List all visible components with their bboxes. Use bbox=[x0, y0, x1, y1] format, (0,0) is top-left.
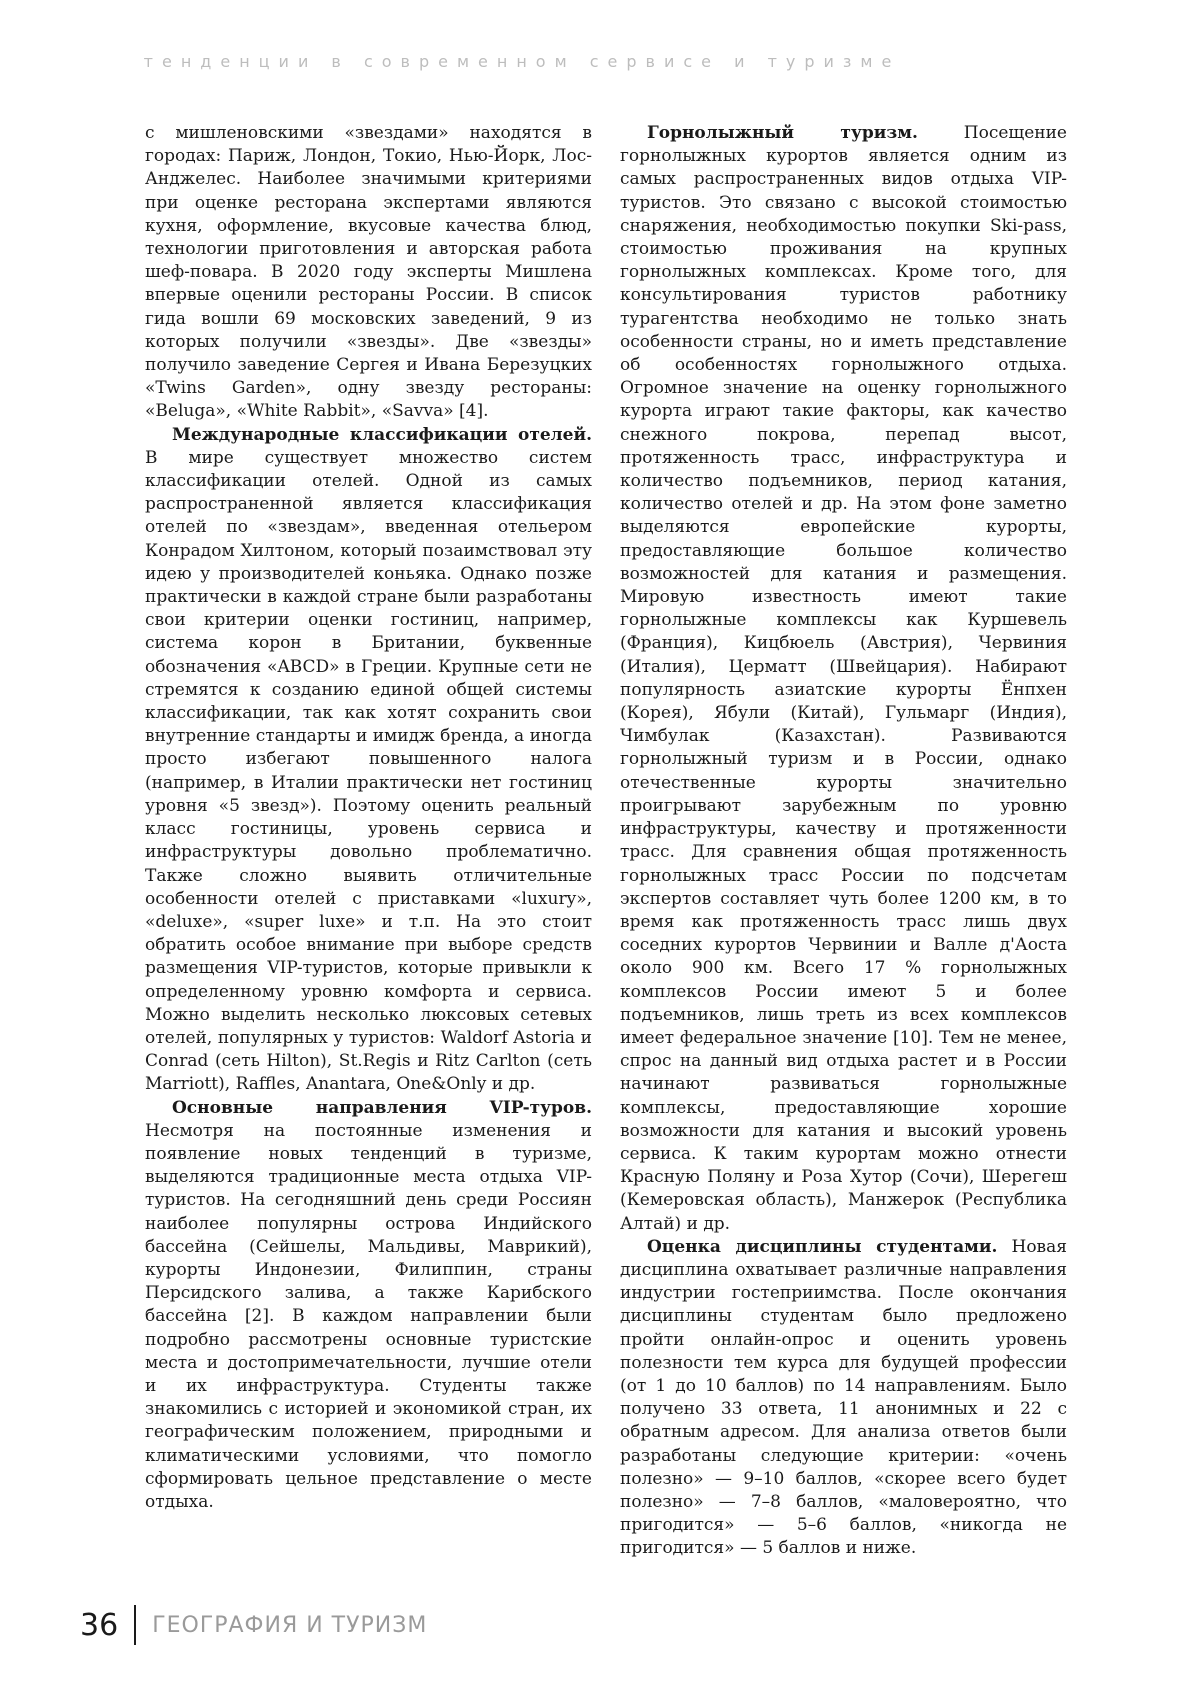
section-heading-student-evaluation: Оценка дисциплины студентами. bbox=[647, 1236, 998, 1257]
paragraph-ski-tourism bbox=[620, 122, 1067, 1236]
paragraph-hotel-classifications bbox=[145, 424, 592, 1097]
journal-name: ГЕОГРАФИЯ И ТУРИЗМ bbox=[152, 1612, 428, 1638]
paragraph-text: Несмотря на постоянные изменения и появление новых тенденций в туризме, выделяются традиционные места отдыха VIP-туристов. На сегодняшний день среди Россиян наиболее популярны острова Индийского бассейна (Сейшелы, Мальдивы, Маврикий), курорты Индонезии, Филиппин, страны Персидского залива, а также Карибского бассейна [2]. В каждом направлении были подробно рассмотрены основные туристские места и достопримечательности, лучшие отели и их инфраструктура. Студенты также знакомились с историей и экономикой стран, их географическим положением, природными и климатическими условиями, что помогло сформировать цельное представление о месте отдыха. bbox=[145, 1120, 592, 1512]
right-column bbox=[620, 122, 1067, 1561]
paragraph-vip-destinations bbox=[145, 1097, 592, 1515]
paragraph-text: В мире существует множество систем классификации отелей. Одной из самых распространенной является классификация отелей по «звездам», введенная отельером Конрадом Хилтоном, который позаимствовал эту идею у производителей коньяка. Однако позже практически в каждой стране были разработаны свои критерии оценки гостиниц, например, система корон в Британии, буквенные обозначения «ABCD» в Греции. Крупные сети не стремятся к созданию единой общей системы классификации, так как хотят сохранить свои внутренние стандарты и имидж бренда, а иногда просто избегают повышенного налога (например, в Италии практически нет гостиниц уровня «5 звезд»). Поэтому оценить реальный класс гостиницы, уровень сервиса и инфраструктуры довольно проблематично. Также сложно выявить отличительные особенности отелей с приставками «luxury», «deluxe», «super luxe» и т.п. На это стоит обратить особое внимание при выборе средств размещения VIP-туристов, которые привыкли к определенному уровню комфорта и сервиса. Можно выделить несколько люксовых сетевых отелей, популярных у туристов: Waldorf Astoria и Conrad (сеть Hilton), St.Regis и Ritz Carlton (сеть Marriott), Raffles, Anantara, One&Only и др. bbox=[145, 447, 592, 1095]
footer-divider bbox=[134, 1605, 136, 1645]
page-footer bbox=[80, 1603, 427, 1647]
paragraph-text: Новая дисциплина охватывает различные направления индустрии гостеприимства. После окончания дисциплины студентам было предложено пройти онлайн-опрос и оценить уровень полезности тем курса для будущей профессии (от 1 до 10 баллов) по 14 направлениям. Было получено 33 ответа, 11 анонимных и 22 с обратным адресом. Для анализа ответов были разработаны следующие критерии: «очень полезно» — 9–10 баллов, «скорее всего будет полезно» — 7–8 баллов, «маловероятно, что пригодится» — 5–6 баллов, «никогда не пригодится» — 5 баллов и ниже. bbox=[620, 1236, 1067, 1559]
paragraph-student-evaluation bbox=[620, 1236, 1067, 1561]
left-column bbox=[145, 122, 592, 1514]
running-header: тенденции в современном сервисе и туризме bbox=[143, 52, 901, 71]
section-heading-vip-destinations: Основные направления VIP-туров. bbox=[172, 1097, 592, 1118]
paragraph-text: Посещение горнолыжных курортов является одним из самых распространенных видов отдыха VIP-туристов. Это связано с высокой стоимостью снаряжения, необходимостью покупки Ski-pass, стоимостью проживания на крупных горнолыжных комплексах. Кроме того, для консультирования туристов работнику турагентства необходимо не только знать особенности страны, но и иметь представление об особенностях горнолыжного отдыха. Огромное значение на оценку горнолыжного курорта играют такие факторы, как качество снежного покрова, перепад высот, протяженность трасс, инфраструктура и количество подъемников, период катания, количество отелей и др. На этом фоне заметно выделяются европейские курорты, предоставляющие большое количество возможностей для катания и размещения. Мировую известность имеют такие горнолыжные комплексы как Куршевель (Франция), Кицбюель (Австрия), Червиния (Италия), Церматт (Швейцария). Набирают популярность азиатские курорты Ёнпхен (Корея), Ябули (Китай), Гульмарг (Индия), Чимбулак (Казахстан). Развиваются горнолыжный туризм и в России, однако отечественные курорты значительно проигрывают зарубежным по уровню инфраструктуры, качеству и протяженности трасс. Для сравнения общая протяженность горнолыжных трасс России по подсчетам экспертов составляет чуть более 1200 км, в то время как протяженность трасс лишь двух соседних курортов Червинии и Валле д'Аоста около 900 км. Всего 17 % горнолыжных комплексов России имеют 5 и более подъемников, лишь треть из всех комплексов имеет федеральное значение [10]. Тем не менее, спрос на данный вид отдыха растет и в России начинают развиваться горнолыжные комплексы, предоставляющие хорошие возможности для катания и высокий уровень сервиса. К таким курортам можно отнести Красную Поляну и Роза Хутор (Сочи), Шерегеш (Кемеровская область), Манжерок (Республика Алтай) и др. bbox=[620, 123, 1067, 1234]
paragraph-michelin: с мишленовскими «звездами» находятся в городах: Париж, Лондон, Токио, Нью-Йорк, Лос-Анджелес. Наиболее значимыми критериями при оценке ресторана экспертами являются кухня, оформление, вкусовые качества блюд, технологии приготовления и авторская работа шеф-повара. В 2020 году эксперты Мишлена впервые оценили рестораны России. В список гида вошли 69 московских заведений, 9 из которых получили «звезды». Две «звезды» получило заведение Сергея и Ивана Березуцких «Twins Garden», одну звезду рестораны: «Beluga», «White Rabbit», «Savva» [4]. bbox=[145, 123, 592, 422]
section-heading-hotel-classifications: Международные классификации отелей. bbox=[172, 424, 592, 445]
page-number: 36 bbox=[80, 1607, 119, 1643]
section-heading-ski-tourism: Горнолыжный туризм. bbox=[647, 123, 918, 143]
